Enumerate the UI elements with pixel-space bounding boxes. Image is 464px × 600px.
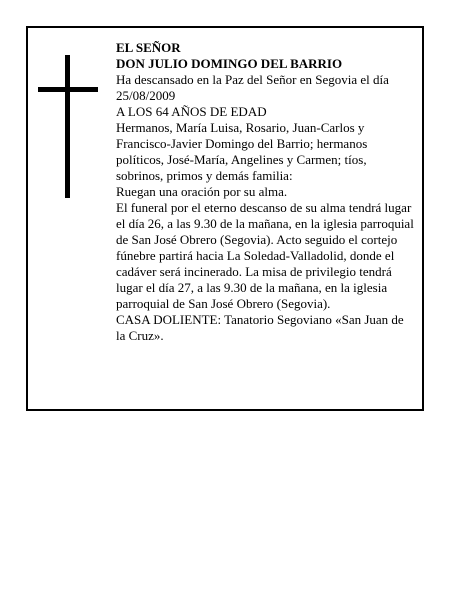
funeral-details: El funeral por el eterno descanso de su alma tendrá lugar el día 26, a las 9.30 de la mañana, en la iglesia parroquial de San José Obrero (Segovia). Acto seguido el cortejo fúnebre partirá hacia La Soledad-Valladolid, donde el cadáver será incinerado. La misa de privilegio tendrá lugar el día 27, a las 9.30 de la mañana, en la iglesia parroquial de San José Obrero (Segovia). <box>116 200 414 311</box>
prayer-request: Ruegan una oración por su alma. <box>116 184 288 199</box>
deceased-name: DON JULIO DOMINGO DEL BARRIO <box>116 56 343 71</box>
cross-vertical-bar <box>65 55 70 198</box>
obituary-notice <box>26 26 424 411</box>
casa-doliente: CASA DOLIENTE: Tanatorio Segoviano «San Juan de la Cruz». <box>116 312 404 343</box>
obituary-content <box>116 40 416 344</box>
cross-horizontal-bar <box>38 87 98 92</box>
family-list: Hermanos, María Luisa, Rosario, Juan-Carlos y Francisco-Javier Domingo del Barrio; hermanos políticos, José-María, Angelines y Carmen; tíos, sobrinos, primos y demás familia: <box>116 120 368 183</box>
title-honorific: EL SEÑOR <box>116 40 181 55</box>
death-statement: Ha descansado en la Paz del Señor en Segovia el día 25/08/2009 <box>116 72 389 103</box>
age-line: A LOS 64 AÑOS DE EDAD <box>116 104 267 119</box>
cross-icon <box>38 55 98 198</box>
